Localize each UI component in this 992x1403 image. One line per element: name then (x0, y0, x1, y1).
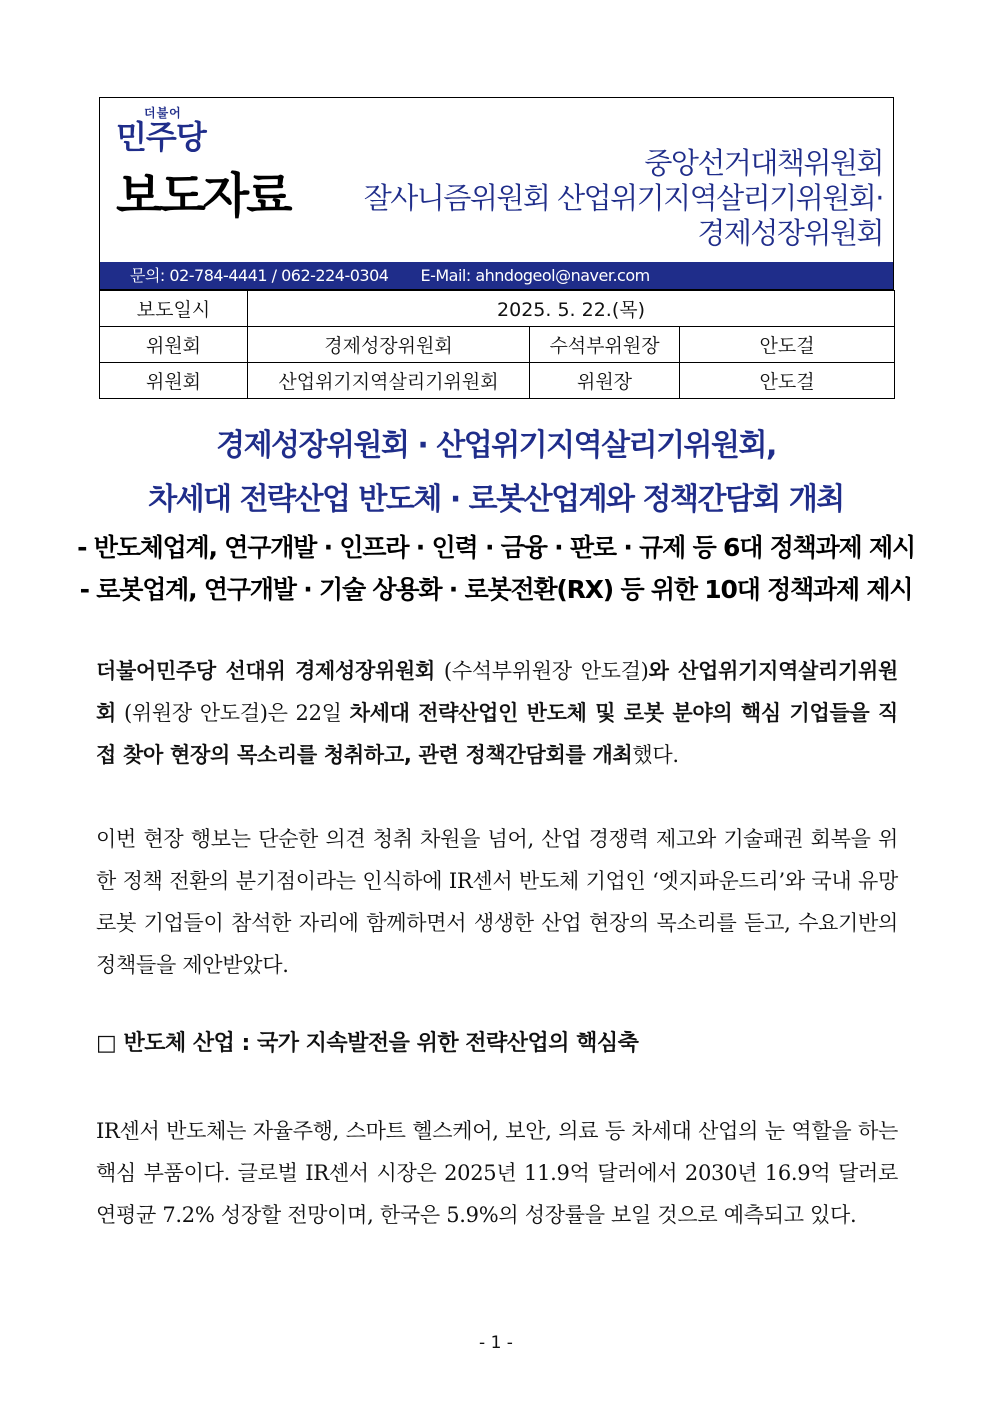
party-logo (116, 106, 206, 154)
release-info-table (99, 290, 895, 399)
headline-line-1: 경제성장위원회 · 산업위기지역살리기위원회, (216, 428, 776, 463)
body-paragraph-1 (96, 650, 898, 776)
table-row (100, 363, 895, 399)
committee-line: 잘사니즘위원회 산업위기지역살리기위원회· (363, 181, 883, 215)
committee-line: 중앙선거대책위원회 (644, 146, 883, 180)
headline-line-2: 차세대 전략산업 반도체 · 로봇산업계와 정책간담회 개최 (148, 482, 844, 517)
table-cell: 위원회 (100, 327, 248, 363)
body-paragraph-2: 이번 현장 행보는 단순한 의견 청취 차원을 넘어, 산업 경쟁력 제고와 기술패권 회복을 위한 정책 전환의 분기점이라는 인식하에 IR센서 반도체 기업인 ‘엣지파운드리’와 국내 유망 로봇 기업들이 참석한 자리에 함께하면서 생생한 산업 현장의 목소리를 듣고, 수요기반의 정책들을 제안받았다. (96, 827, 898, 977)
date-label: 보도일시 (100, 291, 248, 327)
table-cell: 산업위기지역살리기위원회 (248, 363, 530, 399)
press-release-header (99, 97, 894, 290)
bold-text: 더불어민주당 선대위 경제성장위원회 (96, 659, 435, 683)
text: 했다. (632, 743, 679, 767)
party-logo-name: 민주당 (116, 118, 206, 156)
press-release-title: 보도자료 (116, 168, 290, 224)
date-value: 2025. 5. 22.(목) (248, 291, 895, 327)
table-row (100, 327, 895, 363)
subheadline-1: - 반도체업계, 연구개발 · 인프라 · 인력 · 금융 · 판로 · 규제 등 6대 정책과제 제시 (77, 533, 915, 562)
text: (수석부위원장 안도걸) (434, 659, 649, 683)
bold-text: 와 산업위기지역살리기위원회 (96, 659, 898, 725)
page-number: - 1 - (479, 1333, 513, 1353)
party-logo-small-text: 더불어 (144, 106, 182, 120)
table-row (100, 291, 895, 327)
committee-line: 경제성장위원회 (697, 216, 883, 250)
committee-names (364, 146, 883, 251)
bold-text: 차세대 전략산업인 반도체 및 로봇 분야의 핵심 기업들을 직접 찾아 현장의 목소리를 청취하고, 관련 정책간담회를 개최 (96, 701, 898, 767)
contact-phone: 문의: 02-784-4441 / 062-224-0304 (130, 266, 389, 285)
section-heading: □ 반도체 산업 : 국가 지속발전을 위한 전략산업의 핵심축 (96, 1031, 639, 1056)
table-cell: 위원장 (530, 363, 680, 399)
contact-email: E-Mail: ahndogeol@naver.com (420, 266, 650, 285)
table-cell: 안도걸 (680, 363, 895, 399)
text: (위원장 안도걸)은 22일 (116, 701, 350, 725)
table-cell: 수석부위원장 (530, 327, 680, 363)
subheadline-2: - 로봇업계, 연구개발 · 기술 상용화 · 로봇전환(RX) 등 위한 10대 정책과제 제시 (79, 575, 913, 604)
body-paragraph-3: IR센서 반도체는 자율주행, 스마트 헬스케어, 보안, 의료 등 차세대 산업의 눈 역할을 하는 핵심 부품이다. 글로벌 IR센서 시장은 2025년 11.9억 달러에서 2030년 16.9억 달러로 연평균 7.2% 성장할 전망이며, 한국은 5.9%의 성장률을 보일 것으로 예측되고 있다. (96, 1119, 898, 1227)
table-cell: 안도걸 (680, 327, 895, 363)
table-cell: 위원회 (100, 363, 248, 399)
table-cell: 경제성장위원회 (248, 327, 530, 363)
contact-bar (100, 262, 893, 289)
